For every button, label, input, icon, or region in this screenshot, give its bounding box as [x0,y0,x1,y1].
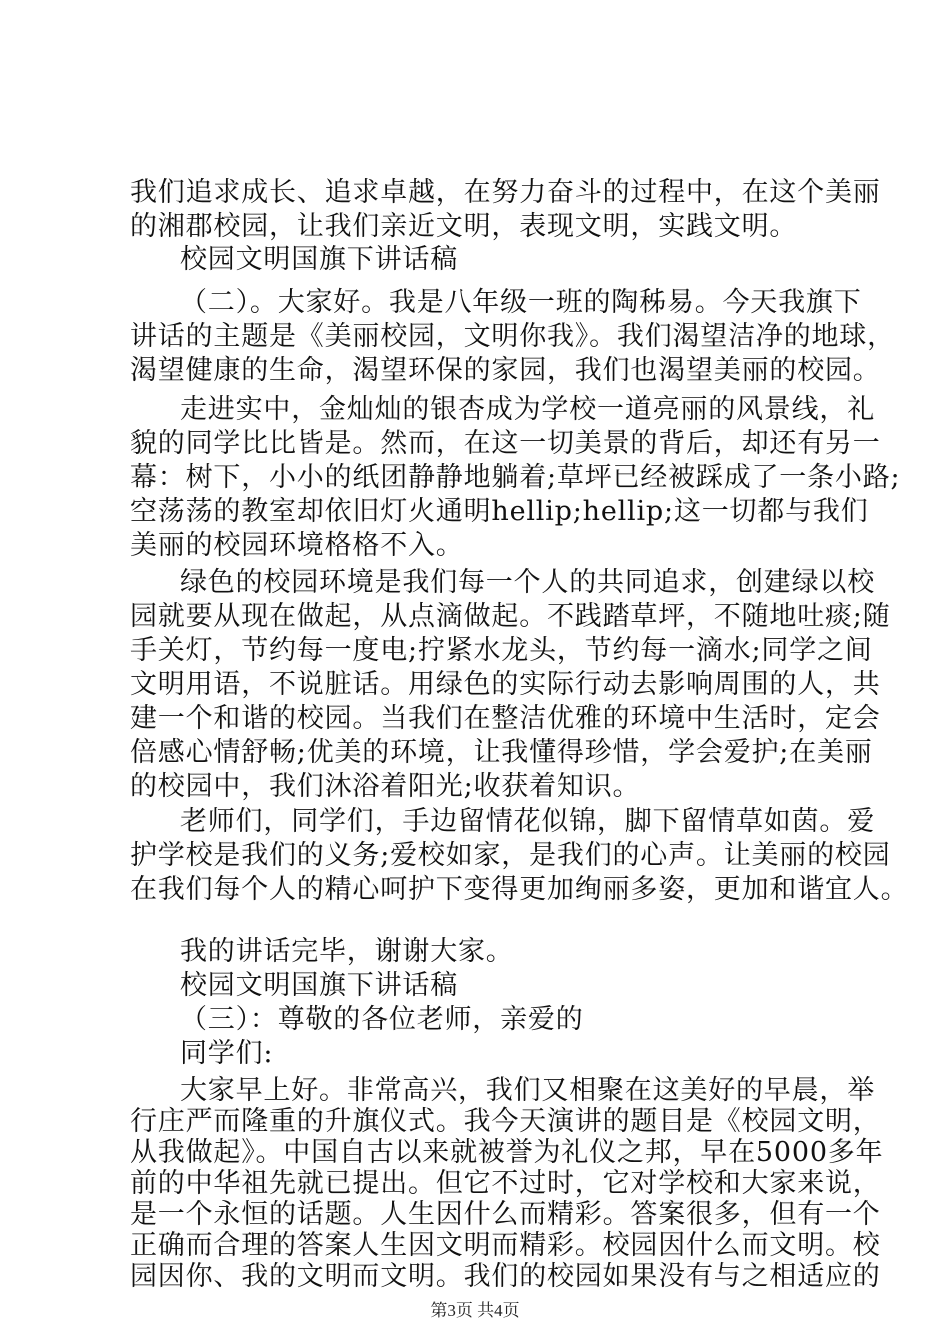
section-heading: 校园文明国旗下讲话稿 [180,244,458,275]
text-line: 我们追求成长、追求卓越，在努力奋斗的过程中，在这个美丽 [130,177,881,208]
text-line: 美丽的校园环境格格不入。 [130,530,464,561]
text-line: 园因你、我的文明而文明。我们的校园如果没有与之相适应的 [130,1261,881,1292]
page-number-footer: 第3页 共4页 [430,1301,520,1320]
text-line: 建一个和谐的校园。当我们在整洁优雅的环境中生活时，定会 [130,703,881,734]
text-line: 园就要从现在做起，从点滴做起。不践踏草坪，不随地吐痰;随 [130,601,891,632]
text-line: 正确而合理的答案人生因文明而精彩。校园因什么而文明。校 [130,1230,881,1261]
text-line: 的校园中，我们沐浴着阳光;收获着知识。 [130,771,641,802]
text-line: 大家早上好。非常高兴，我们又相聚在这美好的早晨，举 [180,1075,875,1106]
text-line: 在我们每个人的精心呵护下变得更加绚丽多姿，更加和谐宜人。 [130,874,909,905]
text-line: （三）：尊敬的各位老师，亲爱的 [180,1004,584,1035]
text-line: 倍感心情舒畅;优美的环境，让我懂得珍惜，学会爱护;在美丽 [130,737,873,768]
text-line: 走进实中，金灿灿的银杏成为学校一道亮丽的风景线，礼 [180,394,875,425]
text-line: 从我做起》。中国自古以来就被誉为礼仪之邦，早在5000多年 [130,1137,884,1168]
text-line: 绿色的校园环境是我们每一个人的共同追求，创建绿以校 [180,567,875,598]
text-line: 的湘郡校园，让我们亲近文明，表现文明，实践文明。 [130,211,798,242]
text-line: （二）。大家好。我是八年级一班的陶秭易。今天我旗下 [180,287,862,318]
text-line: 同学们: [180,1038,274,1069]
text-line: 前的中华祖先就已提出。但它不过时，它对学校和大家来说， [130,1168,881,1199]
text-line: 渴望健康的生命，渴望环保的家园，我们也渴望美丽的校园。 [130,355,881,386]
text-line: 幕：树下，小小的纸团静静地躺着;草坪已经被踩成了一条小路; [130,462,901,493]
text-line: 讲话的主题是《美丽校园，文明你我》。我们渴望洁净的地球， [130,321,895,352]
text-line: 行庄严而隆重的升旗仪式。我今天演讲的题目是《校园文明， [130,1106,881,1137]
text-line: 老师们，同学们，手边留情花似锦，脚下留情草如茵。爱 [180,806,875,837]
text-line: 空荡荡的教室却依旧灯火通明hellip;hellip;这一切都与我们 [130,496,869,527]
text-line: 是一个永恒的话题。人生因什么而精彩。答案很多，但有一个 [130,1199,881,1230]
text-line: 我的讲话完毕，谢谢大家。 [180,936,514,967]
text-line: 手关灯，节约每一度电;拧紧水龙头，节约每一滴水;同学之间 [130,635,873,666]
section-heading: 校园文明国旗下讲话稿 [180,970,458,1001]
text-line: 文明用语，不说脏话。用绿色的实际行动去影响周围的人，共 [130,669,881,700]
text-line: 貌的同学比比皆是。然而，在这一切美景的背后，却还有另一 [130,428,881,459]
text-line: 护学校是我们的义务;爱校如家，是我们的心声。让美丽的校园 [130,840,891,871]
